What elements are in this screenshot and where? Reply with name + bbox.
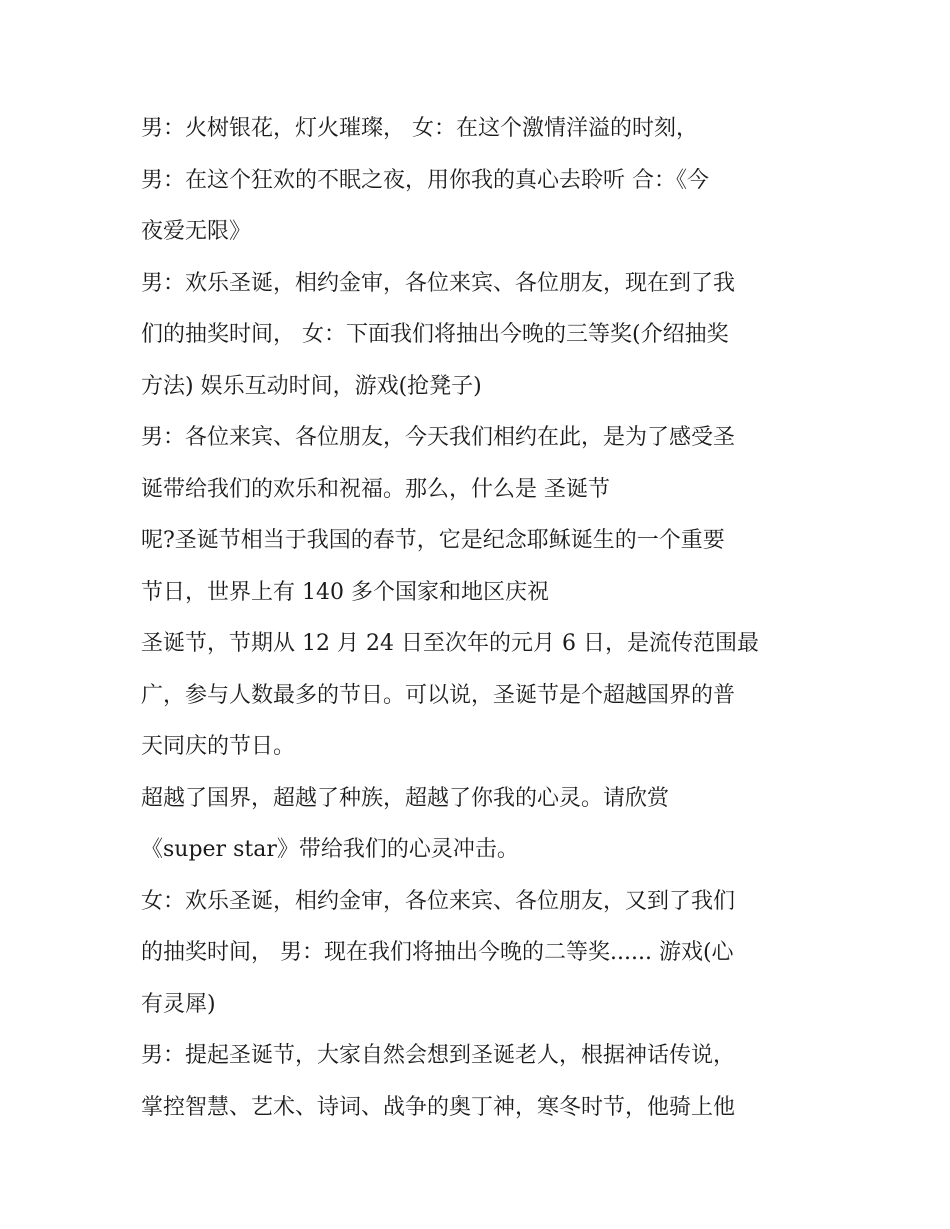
text-line: 男：在这个狂欢的不眠之夜，用你我的真心去聆听 合：《今	[141, 167, 709, 193]
text-line: 男：各位来宾、各位朋友，今天我们相约在此，是为了感受圣	[141, 425, 736, 450]
text-line: 有灵犀)	[141, 991, 216, 1017]
text-line: 女：欢乐圣诞，相约金审，各位来宾、各位朋友，又到了我们	[141, 888, 736, 914]
text-line: 的抽奖时间， 男：现在我们将抽出今晚的二等奖...... 游戏(心	[141, 940, 734, 965]
document-body	[141, 108, 821, 1138]
text-line: 们的抽奖时间， 女：下面我们将抽出今晚的三等奖(介绍抽奖	[141, 322, 729, 347]
text-line: 夜爱无限》	[141, 219, 252, 244]
text-line: 男：火树银花，灯火璀璨， 女：在这个激情洋溢的时刻，	[141, 116, 698, 141]
text-line: 节日，世界上有 140 多个国家和地区庆祝	[141, 579, 549, 605]
text-line: 诞带给我们的欢乐和祝福。那么，什么是 圣诞节	[141, 476, 610, 502]
text-line: 广，参与人数最多的节日。可以说，圣诞节是个超越国界的普	[141, 682, 736, 708]
text-line: 男：提起圣诞节，大家自然会想到圣诞老人，根据神话传说，	[141, 1043, 736, 1068]
text-line: 呢?圣诞节相当于我国的春节，它是纪念耶稣诞生的一个重要	[141, 528, 725, 553]
text-line: 超越了国界，超越了种族，超越了你我的心灵。请欣赏	[141, 785, 670, 811]
text-line: 天同庆的节日。	[141, 734, 296, 759]
text-line: 掌控智慧、艺术、诗词、战争的奥丁神，寒冬时节，他骑上他	[141, 1094, 736, 1120]
text-line: 方法) 娱乐互动时间，游戏(抢凳子)	[141, 373, 482, 399]
text-line: 《super star》带给我们的心灵冲击。	[141, 837, 519, 862]
text-line: 男：欢乐圣诞，相约金审，各位来宾、各位朋友，现在到了我	[141, 270, 736, 296]
text-line: 圣诞节，节期从 12 月 24 日至次年的元月 6 日，是流传范围最	[141, 631, 759, 656]
